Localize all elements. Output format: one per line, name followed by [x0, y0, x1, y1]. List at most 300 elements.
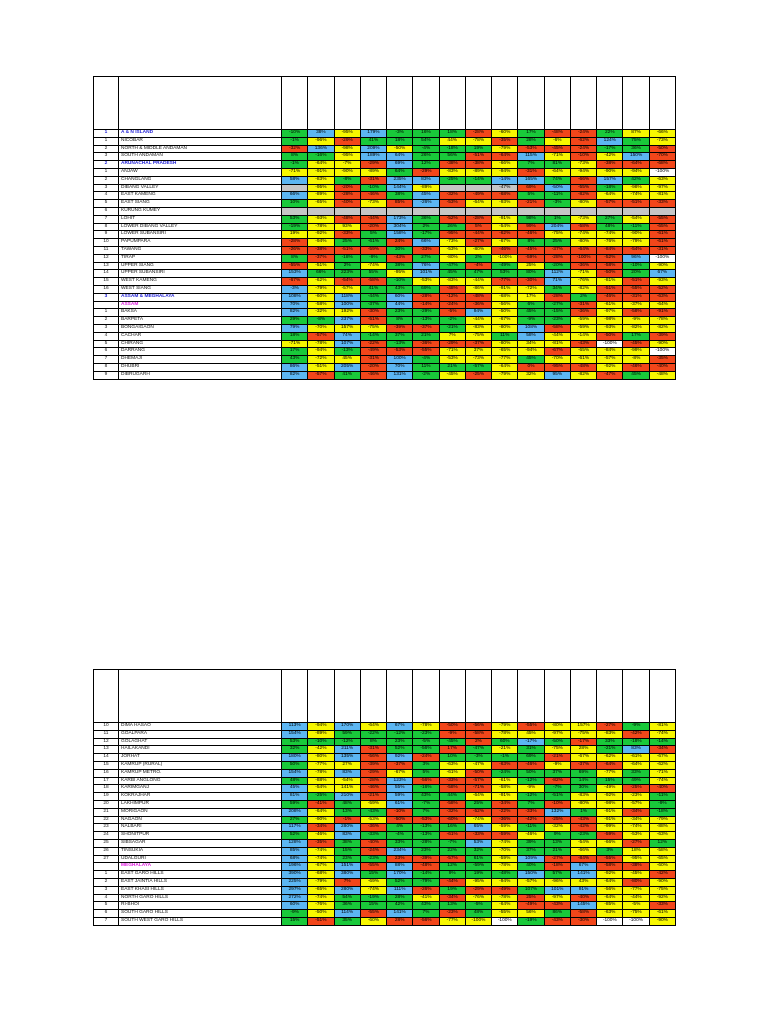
serial-number-cell: 27: [94, 855, 119, 863]
table-row: [94, 145, 676, 153]
table-row: [94, 278, 676, 286]
table-row: [94, 754, 676, 762]
value-cell: -68%: [308, 871, 334, 879]
value-cell: -51%: [623, 200, 649, 208]
value-cell: -28%: [282, 239, 308, 247]
value-cell: -50%: [597, 270, 623, 278]
value-cell: 32%: [282, 746, 308, 754]
serial-number-cell: 4: [94, 192, 119, 200]
value-cell: 280%: [334, 886, 360, 894]
value-cell: -53%: [413, 816, 439, 824]
value-cell: 80%: [518, 270, 544, 278]
value-cell: -33%: [649, 902, 675, 910]
value-cell: 98%: [518, 215, 544, 223]
value-cell: -79%: [492, 371, 518, 379]
table-row: [94, 332, 676, 340]
value-cell: -97%: [544, 730, 570, 738]
value-cell: -93%: [649, 278, 675, 286]
value-cell: 21%: [413, 332, 439, 340]
value-cell: 15%: [597, 777, 623, 785]
value-cell: 19%: [465, 871, 491, 879]
table-row: [94, 863, 676, 871]
table-row: [94, 223, 676, 231]
serial-number-cell: 20: [94, 800, 119, 808]
value-cell: -51%: [308, 917, 334, 925]
value-cell: 69%: [413, 285, 439, 293]
serial-number-cell: 8: [94, 363, 119, 371]
value-cell: 60%: [387, 293, 413, 301]
value-cell: -83%: [439, 278, 465, 286]
serial-number-cell: 9: [94, 231, 119, 239]
value-cell: -98%: [623, 184, 649, 192]
district-name-cell: LOHIT: [119, 215, 282, 223]
value-cell: [360, 207, 386, 215]
serial-number-cell: 21: [94, 808, 119, 816]
value-cell: 65%: [465, 824, 491, 832]
value-cell: -79%: [308, 285, 334, 293]
table-row: [94, 777, 676, 785]
value-cell: [387, 207, 413, 215]
value-cell: -42%: [649, 871, 675, 879]
value-cell: 53%: [465, 839, 491, 847]
serial-number-cell: 15: [94, 761, 119, 769]
value-cell: -91%: [492, 215, 518, 223]
table-row: [94, 161, 676, 169]
value-cell: -24%: [360, 847, 386, 855]
value-cell: 64%: [387, 153, 413, 161]
value-cell: 10%: [282, 200, 308, 208]
value-cell: 91%: [570, 886, 596, 894]
value-cell: -93%: [308, 215, 334, 223]
value-cell: -76%: [465, 894, 491, 902]
value-cell: 67%: [570, 863, 596, 871]
value-cell: 234%: [387, 847, 413, 855]
table-row: [94, 910, 676, 918]
value-cell: 2%: [465, 254, 491, 262]
value-cell: -58%: [597, 262, 623, 270]
value-cell: 40%: [518, 863, 544, 871]
value-cell: 66%: [413, 239, 439, 247]
value-cell: [544, 207, 570, 215]
value-cell: 38%: [387, 192, 413, 200]
value-cell: -58%: [492, 785, 518, 793]
value-cell: 57%: [544, 871, 570, 879]
value-cell: -34%: [492, 800, 518, 808]
table-row: [94, 847, 676, 855]
value-cell: -10%: [387, 278, 413, 286]
value-cell: -75%: [570, 730, 596, 738]
value-cell: 30%: [387, 246, 413, 254]
value-cell: -26%: [413, 200, 439, 208]
value-cell: -93%: [597, 324, 623, 332]
table-body: [94, 130, 676, 380]
value-cell: -63%: [649, 176, 675, 184]
value-cell: -73%: [570, 161, 596, 169]
value-cell: 52%: [387, 878, 413, 886]
district-name-cell: KARIMGANJ: [119, 785, 282, 793]
value-cell: -57%: [465, 363, 491, 371]
value-cell: -59%: [518, 254, 544, 262]
value-cell: -37%: [465, 340, 491, 348]
value-cell: -10%: [544, 800, 570, 808]
value-cell: -60%: [649, 863, 675, 871]
value-cell: -54%: [570, 839, 596, 847]
value-cell: 154%: [282, 769, 308, 777]
district-name-cell: EAST JAINTIA HILLS: [119, 878, 282, 886]
value-cell: -18%: [439, 145, 465, 153]
value-cell: -67%: [387, 769, 413, 777]
serial-number-cell: 6: [94, 207, 119, 215]
value-cell: 144%: [387, 184, 413, 192]
value-cell: -59%: [465, 863, 491, 871]
district-name-cell: BAKSA: [119, 309, 282, 317]
value-cell: -21%: [492, 746, 518, 754]
value-cell: 170%: [387, 871, 413, 879]
value-cell: -31%: [360, 746, 386, 754]
value-cell: 74%: [334, 332, 360, 340]
value-cell: -94%: [308, 239, 334, 247]
value-cell: 18%: [387, 137, 413, 145]
header-cell: [597, 77, 623, 130]
value-cell: -22%: [360, 730, 386, 738]
value-cell: -42%: [623, 730, 649, 738]
table-row: [94, 824, 676, 832]
value-cell: -46%: [492, 246, 518, 254]
value-cell: -45%: [544, 145, 570, 153]
value-cell: -71%: [649, 769, 675, 777]
district-name-cell: CACHAR: [119, 332, 282, 340]
value-cell: 41%: [360, 137, 386, 145]
value-cell: -20%: [544, 262, 570, 270]
value-cell: [439, 184, 465, 192]
value-cell: -89%: [360, 168, 386, 176]
value-cell: -48%: [544, 130, 570, 138]
value-cell: -65%: [570, 348, 596, 356]
value-cell: -18%: [597, 184, 623, 192]
district-name-cell: UDALGURI: [119, 855, 282, 863]
value-cell: -61%: [649, 231, 675, 239]
value-cell: -40%: [360, 839, 386, 847]
district-name-cell: ARUNACHAL PRADESH: [119, 161, 282, 169]
value-cell: -37%: [308, 254, 334, 262]
value-cell: 109%: [518, 855, 544, 863]
district-name-cell: HAILAKANDI: [119, 746, 282, 754]
value-cell: -14%: [413, 301, 439, 309]
serial-number-cell: [94, 301, 119, 309]
value-cell: -11%: [544, 192, 570, 200]
value-cell: 66%: [282, 192, 308, 200]
value-cell: -72%: [308, 356, 334, 364]
value-cell: -80%: [570, 200, 596, 208]
value-cell: -57%: [334, 285, 360, 293]
value-cell: -48%: [570, 363, 596, 371]
district-name-cell: EAST SIANG: [119, 200, 282, 208]
table-body: [94, 723, 676, 926]
value-cell: -50%: [387, 816, 413, 824]
value-cell: -28%: [334, 192, 360, 200]
value-cell: -74%: [597, 231, 623, 239]
value-cell: -75%: [360, 324, 386, 332]
serial-number-cell: 26: [94, 847, 119, 855]
value-cell: -55%: [360, 863, 386, 871]
value-cell: -94%: [308, 723, 334, 731]
value-cell: 81%: [544, 161, 570, 169]
value-cell: 123%: [387, 777, 413, 785]
value-cell: 0%: [518, 363, 544, 371]
value-cell: 49%: [623, 777, 649, 785]
district-name-cell: DHEMAJI: [119, 356, 282, 364]
value-cell: 86%: [282, 363, 308, 371]
value-cell: -95%: [623, 855, 649, 863]
value-cell: -71%: [544, 153, 570, 161]
table-row: [94, 317, 676, 325]
value-cell: 87%: [623, 130, 649, 138]
serial-number-cell: 13: [94, 262, 119, 270]
serial-number-cell: 1: [94, 168, 119, 176]
value-cell: -49%: [465, 192, 491, 200]
value-cell: -62%: [597, 754, 623, 762]
serial-number-cell: 5: [94, 340, 119, 348]
value-cell: -44%: [544, 332, 570, 340]
value-cell: 82%: [282, 371, 308, 379]
value-cell: -33%: [465, 832, 491, 840]
value-cell: -64%: [597, 878, 623, 886]
value-cell: 38%: [308, 130, 334, 138]
value-cell: 61%: [387, 800, 413, 808]
value-cell: 42%: [623, 176, 649, 184]
table-row: [94, 730, 676, 738]
value-cell: -64%: [597, 894, 623, 902]
value-cell: -63%: [492, 761, 518, 769]
value-cell: 22%: [439, 847, 465, 855]
value-cell: -24%: [492, 769, 518, 777]
value-cell: -1%: [282, 161, 308, 169]
serial-number-cell: 3: [94, 184, 119, 192]
value-cell: -61%: [649, 239, 675, 247]
value-cell: -19%: [518, 917, 544, 925]
value-cell: 74%: [544, 176, 570, 184]
serial-number-cell: 15: [94, 278, 119, 286]
value-cell: 30%: [570, 785, 596, 793]
value-cell: -39%: [649, 332, 675, 340]
value-cell: -75%: [544, 746, 570, 754]
value-cell: 132%: [544, 808, 570, 816]
value-cell: -14%: [465, 176, 491, 184]
value-cell: -22%: [360, 340, 386, 348]
district-name-cell: NORTH & MIDDLE ANDAMAN: [119, 145, 282, 153]
value-cell: 20%: [623, 270, 649, 278]
value-cell: 237%: [334, 317, 360, 325]
value-cell: -80%: [439, 254, 465, 262]
value-cell: -82%: [570, 371, 596, 379]
value-cell: 43%: [387, 285, 413, 293]
value-cell: 23%: [334, 855, 360, 863]
value-cell: -26%: [282, 246, 308, 254]
value-cell: -50%: [544, 738, 570, 746]
value-cell: -32%: [282, 145, 308, 153]
value-cell: -43%: [544, 917, 570, 925]
value-cell: -59%: [492, 832, 518, 840]
table-row: [94, 137, 676, 145]
value-cell: -46%: [360, 371, 386, 379]
value-cell: -75%: [465, 332, 491, 340]
district-table: [93, 669, 676, 926]
value-cell: -77%: [623, 886, 649, 894]
rainfall-table-bottom: [93, 669, 676, 926]
value-cell: -26%: [413, 886, 439, 894]
value-cell: -56%: [413, 917, 439, 925]
value-cell: 113%: [282, 723, 308, 731]
value-cell: -27%: [465, 239, 491, 247]
serial-number-cell: [94, 863, 119, 871]
value-cell: 141%: [570, 871, 596, 879]
value-cell: 390%: [282, 871, 308, 879]
value-cell: -21%: [518, 200, 544, 208]
value-cell: -67%: [492, 317, 518, 325]
district-name-cell: DIBANG VALLEY: [119, 184, 282, 192]
district-name-cell: SHONITPUR: [119, 832, 282, 840]
value-cell: -36%: [570, 309, 596, 317]
value-cell: -74%: [308, 894, 334, 902]
value-cell: -84%: [570, 855, 596, 863]
value-cell: 6%: [518, 301, 544, 309]
header-cell: [570, 670, 596, 723]
value-cell: -23%: [570, 832, 596, 840]
value-cell: -9%: [623, 317, 649, 325]
value-cell: -29%: [413, 168, 439, 176]
value-cell: -25%: [465, 371, 491, 379]
value-cell: 13%: [439, 902, 465, 910]
value-cell: 45%: [439, 270, 465, 278]
value-cell: -56%: [597, 886, 623, 894]
value-cell: 204%: [544, 223, 570, 231]
header-cell: [492, 77, 518, 130]
value-cell: -78%: [492, 730, 518, 738]
value-cell: 59%: [282, 800, 308, 808]
value-cell: 157%: [334, 324, 360, 332]
value-cell: -10%: [623, 262, 649, 270]
value-cell: 52%: [282, 832, 308, 840]
value-cell: -9%: [282, 910, 308, 918]
value-cell: -16%: [413, 785, 439, 793]
value-cell: -50%: [649, 145, 675, 153]
value-cell: 151%: [334, 863, 360, 871]
value-cell: -45%: [623, 340, 649, 348]
header-row: [94, 670, 676, 723]
value-cell: -90%: [649, 878, 675, 886]
district-name-cell: PAPUMPARA: [119, 239, 282, 247]
value-cell: -51%: [465, 153, 491, 161]
table-row: [94, 785, 676, 793]
value-cell: 17%: [623, 332, 649, 340]
value-cell: -79%: [492, 723, 518, 731]
value-cell: -74%: [623, 824, 649, 832]
value-cell: 53%: [282, 215, 308, 223]
value-cell: -75%: [623, 910, 649, 918]
value-cell: 54%: [413, 137, 439, 145]
value-cell: -2%: [413, 371, 439, 379]
value-cell: -92%: [597, 793, 623, 801]
value-cell: 189%: [360, 153, 386, 161]
value-cell: -100%: [649, 348, 675, 356]
value-cell: -20%: [360, 363, 386, 371]
value-cell: -12%: [334, 738, 360, 746]
value-cell: [570, 207, 596, 215]
value-cell: 380%: [334, 871, 360, 879]
value-cell: -50%: [439, 723, 465, 731]
value-cell: 45%: [518, 309, 544, 317]
value-cell: 67%: [649, 270, 675, 278]
value-cell: -3%: [465, 754, 491, 762]
serial-number-cell: 10: [94, 723, 119, 731]
value-cell: -57%: [623, 800, 649, 808]
value-cell: -29%: [360, 769, 386, 777]
value-cell: -51%: [308, 262, 334, 270]
value-cell: 205%: [334, 363, 360, 371]
district-name-cell: A & N ISLAND: [119, 130, 282, 138]
value-cell: -78%: [308, 223, 334, 231]
value-cell: -58%: [439, 785, 465, 793]
value-cell: -56%: [413, 777, 439, 785]
value-cell: -57%: [308, 332, 334, 340]
value-cell: 26%: [413, 153, 439, 161]
value-cell: -19%: [360, 894, 386, 902]
value-cell: 17%: [518, 130, 544, 138]
value-cell: 19%: [465, 145, 491, 153]
value-cell: -2%: [439, 317, 465, 325]
table-row: [94, 761, 676, 769]
serial-number-cell: 1: [94, 130, 119, 138]
value-cell: 101%: [544, 886, 570, 894]
value-cell: -56%: [465, 723, 491, 731]
value-cell: -38%: [439, 161, 465, 169]
table-row: [94, 192, 676, 200]
value-cell: -97%: [544, 894, 570, 902]
value-cell: -34%: [623, 816, 649, 824]
value-cell: -92%: [597, 871, 623, 879]
value-cell: -46%: [308, 832, 334, 840]
value-cell: -37%: [544, 246, 570, 254]
serial-number-cell: 7: [94, 917, 119, 925]
value-cell: -45%: [518, 246, 544, 254]
value-cell: 83%: [334, 769, 360, 777]
value-cell: 39%: [518, 839, 544, 847]
value-cell: -11%: [518, 824, 544, 832]
value-cell: -31%: [649, 246, 675, 254]
district-name-cell: GOLAGHAT: [119, 738, 282, 746]
value-cell: 43%: [413, 902, 439, 910]
value-cell: -53%: [387, 348, 413, 356]
value-cell: -67%: [492, 239, 518, 247]
value-cell: -39%: [413, 855, 439, 863]
value-cell: -23%: [413, 730, 439, 738]
value-cell: 8%: [518, 239, 544, 247]
value-cell: -74%: [360, 262, 386, 270]
value-cell: 28%: [570, 746, 596, 754]
value-cell: 37%: [518, 847, 544, 855]
serial-number-cell: 8: [94, 223, 119, 231]
value-cell: 23%: [387, 855, 413, 863]
value-cell: 12%: [439, 863, 465, 871]
value-cell: -64%: [360, 723, 386, 731]
district-name-cell: ASSAM & MEGHALAYA: [119, 293, 282, 301]
value-cell: -43%: [570, 816, 596, 824]
value-cell: 12%: [413, 161, 439, 169]
value-cell: -44%: [465, 278, 491, 286]
value-cell: 1%: [544, 215, 570, 223]
header-cell: [282, 77, 308, 130]
district-name-cell: KOKRAJHAR: [119, 793, 282, 801]
